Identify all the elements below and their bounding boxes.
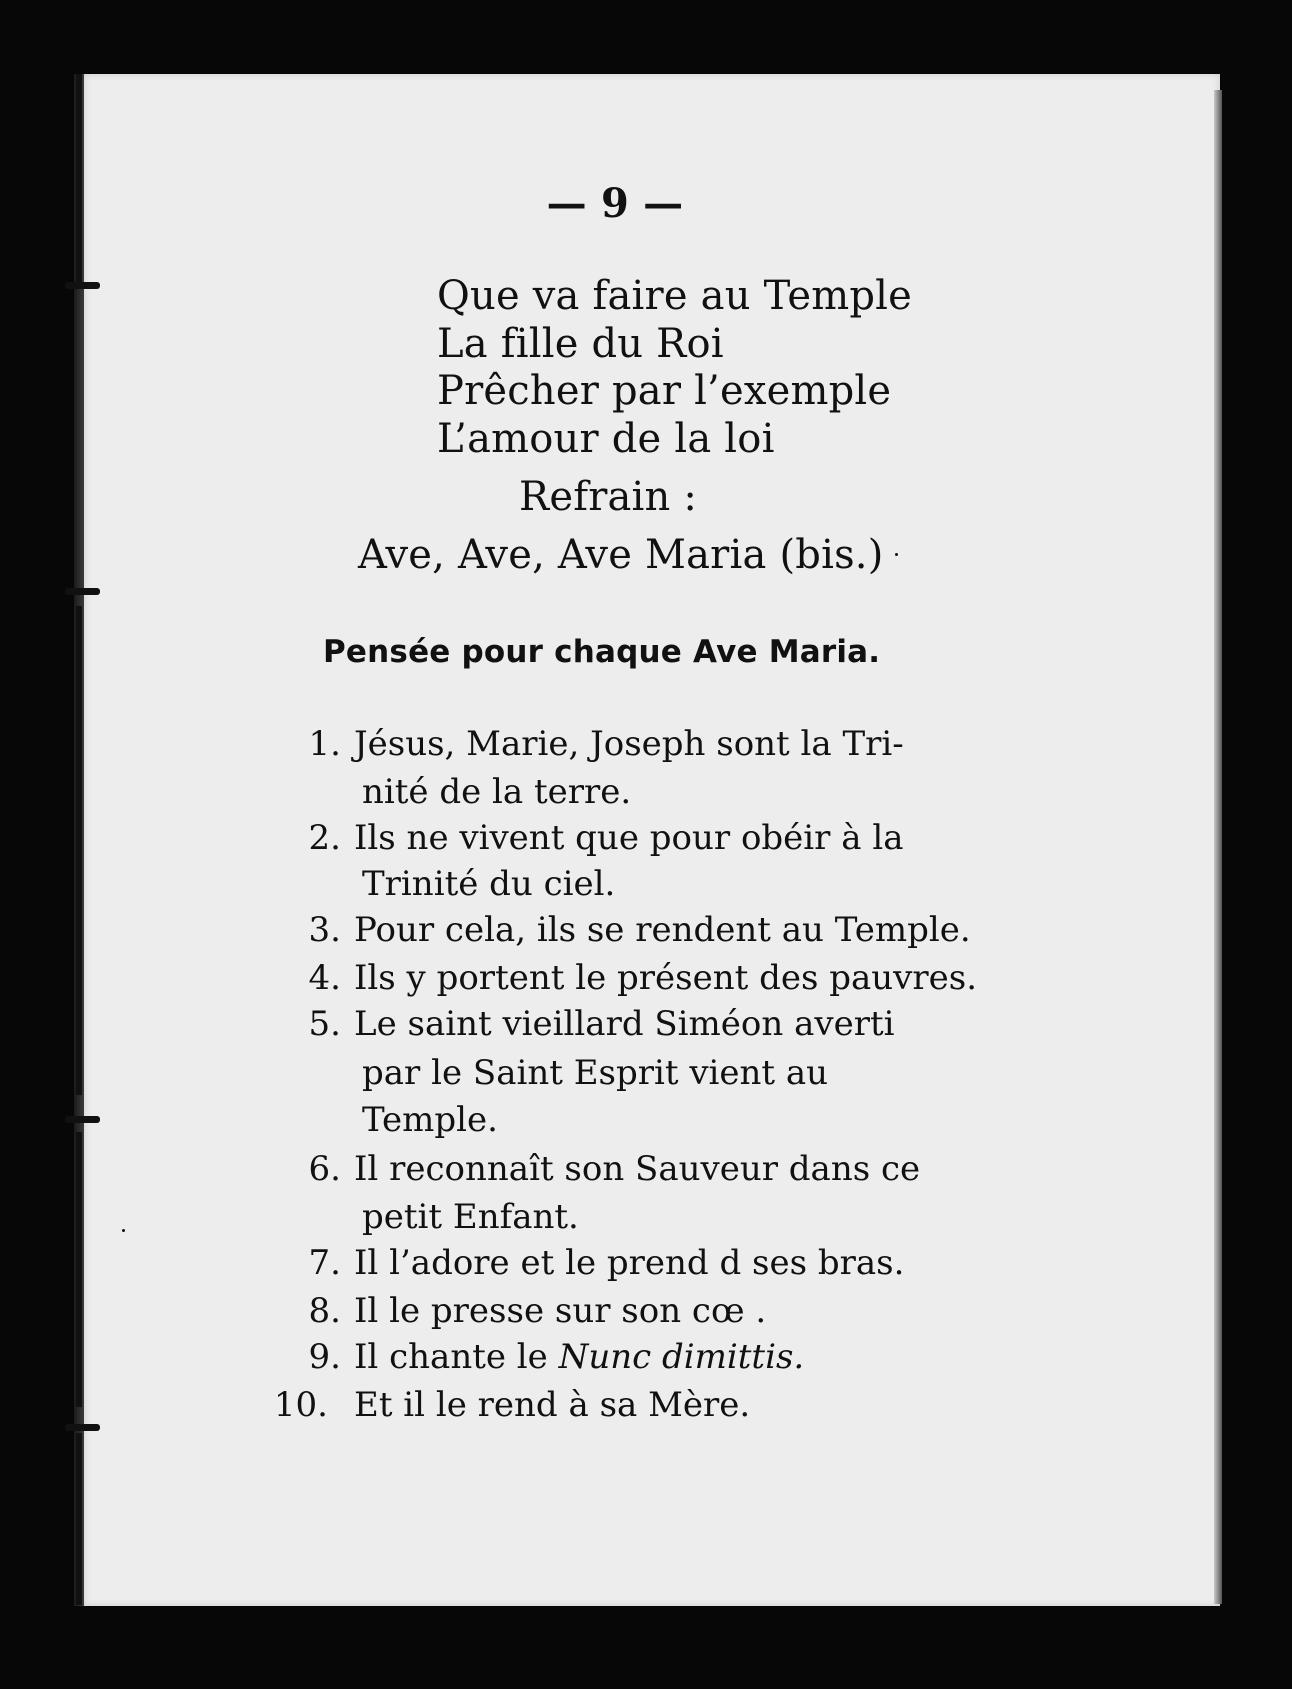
list-item-continuation: petit Enfant. [362, 1197, 579, 1237]
section-title: Pensée pour chaque Ave Maria. [323, 634, 881, 670]
list-item-number: 7. [308, 1243, 341, 1283]
list-item-line [354, 1333, 959, 1381]
list-item-number: 1. [308, 724, 341, 764]
refrain-label: Refrain : [519, 474, 698, 520]
list-item-number: 3. [308, 910, 341, 950]
list-item-line: Et il le rend à sa Mère. [354, 1385, 751, 1425]
binding-thread-segment [76, 1433, 82, 1605]
poem-line: Que va faire au Temple [437, 273, 913, 319]
list-item-text: Il chante le [354, 1337, 559, 1377]
binding-stitch [65, 1116, 100, 1123]
list-item-continuation: par le Saint Esprit vient au [362, 1053, 829, 1093]
paper-speck [122, 1229, 125, 1232]
page-number: — 9 — [546, 180, 684, 227]
list-item-number: 9. [308, 1337, 341, 1377]
list-item-line: Le saint vieillard Siméon averti [354, 1004, 895, 1044]
binding-stitch [65, 1424, 100, 1431]
latin-title: Nunc dimittis. [558, 1337, 805, 1377]
list-item-number: 6. [308, 1149, 341, 1189]
list-item-number: 2. [308, 818, 341, 858]
binding-thread-segment [76, 1132, 82, 1407]
list-item-number: 8. [308, 1291, 341, 1331]
list-item-line: Ils ne vivent que pour obéir à la [354, 818, 904, 858]
page-right-edge [1214, 90, 1222, 1604]
list-item-number: 10. [273, 1385, 328, 1425]
list-item-line: Il reconnaît son Sauveur dans ce [354, 1149, 921, 1189]
refrain-line: Ave, Ave, Ave Maria (bis.) [358, 532, 884, 578]
list-item-continuation: Temple. [362, 1100, 498, 1140]
list-item-line: Ils y portent le présent des pauvres. [354, 958, 978, 998]
poem-line: L’amour de la loi [437, 416, 775, 462]
list-item-number: 5. [308, 1004, 341, 1044]
binding-thread-segment [76, 74, 82, 286]
binding-stitch [65, 588, 100, 595]
list-item-number: 4. [308, 958, 341, 998]
binding-thread-segment [76, 606, 82, 1095]
list-item-continuation: nité de la terre. [362, 772, 632, 812]
list-item-line: Jésus, Marie, Joseph sont la Tri- [354, 724, 904, 764]
poem-line: Prêcher par l’exemple [437, 368, 892, 414]
list-item-line: Il le presse sur son cœ . [354, 1291, 767, 1331]
list-item-line: Pour cela, ils se rendent au Temple. [354, 910, 971, 950]
poem-line: La fille du Roi [437, 321, 724, 367]
list-item-continuation: Trinité du ciel. [362, 864, 616, 904]
binding-stitch [65, 282, 100, 289]
list-item-line: Il l’adore et le prend d ses bras. [354, 1243, 905, 1283]
paper-speck [895, 553, 898, 556]
